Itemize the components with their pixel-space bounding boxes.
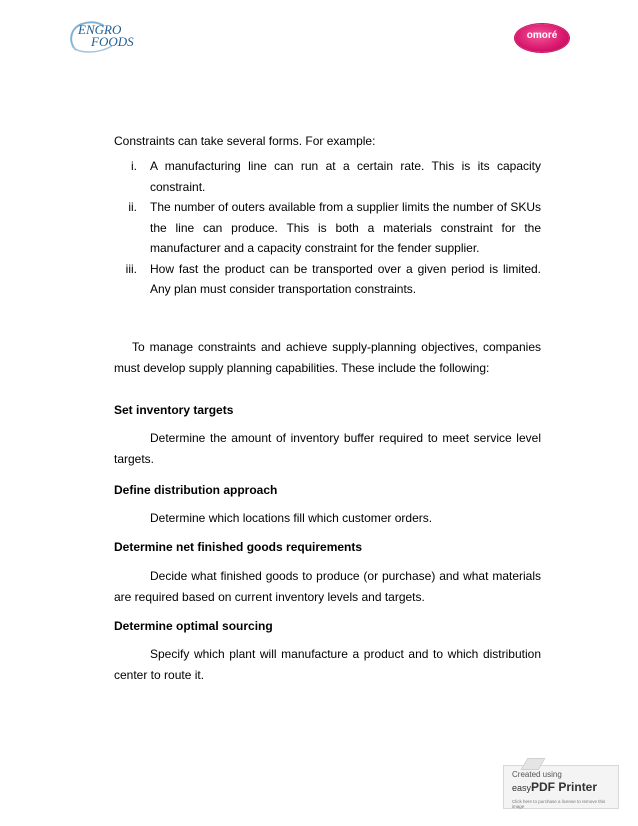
list-item-text: A manufacturing line can run at a certain rate. This is its capacity constraint. bbox=[150, 159, 541, 194]
list-item-number: iii. bbox=[125, 261, 137, 276]
list-item-number: i. bbox=[131, 159, 137, 173]
section-body: Determine which locations fill which customer orders. bbox=[150, 511, 433, 525]
list-item bbox=[114, 156, 541, 197]
section-body: Determine the amount of inventory buffer required to meet service level targets. bbox=[114, 431, 541, 466]
section-heading: Set inventory targets bbox=[114, 403, 234, 417]
logo-text-foods: FOODS bbox=[91, 34, 134, 49]
list-item bbox=[114, 197, 541, 259]
list-item bbox=[114, 259, 541, 300]
watermark-brand-prefix: easy bbox=[512, 783, 532, 793]
page-curl-icon bbox=[521, 758, 546, 770]
intro-paragraph: Constraints can take several forms. For example: bbox=[114, 134, 376, 148]
watermark-brand bbox=[512, 780, 597, 794]
list-item-text: The number of outers available from a supplier limits the number of SKUs the line can produce. This is both a materials constraint for the manufacturer and a capacity constraint for the fender supplier. bbox=[150, 200, 541, 255]
watermark-brand-name: PDF Printer bbox=[531, 780, 598, 794]
watermark-purchase-link[interactable]: Click here to purchase a license to remove this image bbox=[512, 799, 606, 809]
engro-foods-logo bbox=[68, 20, 138, 54]
list-item-number: ii. bbox=[128, 200, 137, 214]
section-heading: Determine net finished goods requirements bbox=[114, 540, 363, 554]
omore-logo bbox=[513, 18, 571, 58]
pdf-printer-watermark[interactable] bbox=[503, 765, 619, 809]
section-body: Specify which plant will manufacture a product and to which distribution center to route it. bbox=[114, 647, 541, 682]
constraints-list bbox=[114, 156, 541, 300]
capabilities-paragraph: To manage constraints and achieve supply-planning objectives, companies must develop supply planning capabilities. These include the following: bbox=[114, 340, 541, 375]
watermark-line1: Created using bbox=[512, 770, 562, 779]
section-heading: Define distribution approach bbox=[114, 483, 278, 497]
omore-brand-text: omoré bbox=[526, 30, 558, 41]
logo-text-engro: ENGRO bbox=[78, 22, 122, 37]
list-item-text: How fast the product can be transported over a given period is limited. Any plan must consider transportation constraints. bbox=[150, 261, 541, 296]
section-body: Decide what finished goods to produce (or purchase) and what materials are required based on current inventory levels and targets. bbox=[114, 569, 541, 604]
section-heading: Determine optimal sourcing bbox=[114, 619, 273, 633]
